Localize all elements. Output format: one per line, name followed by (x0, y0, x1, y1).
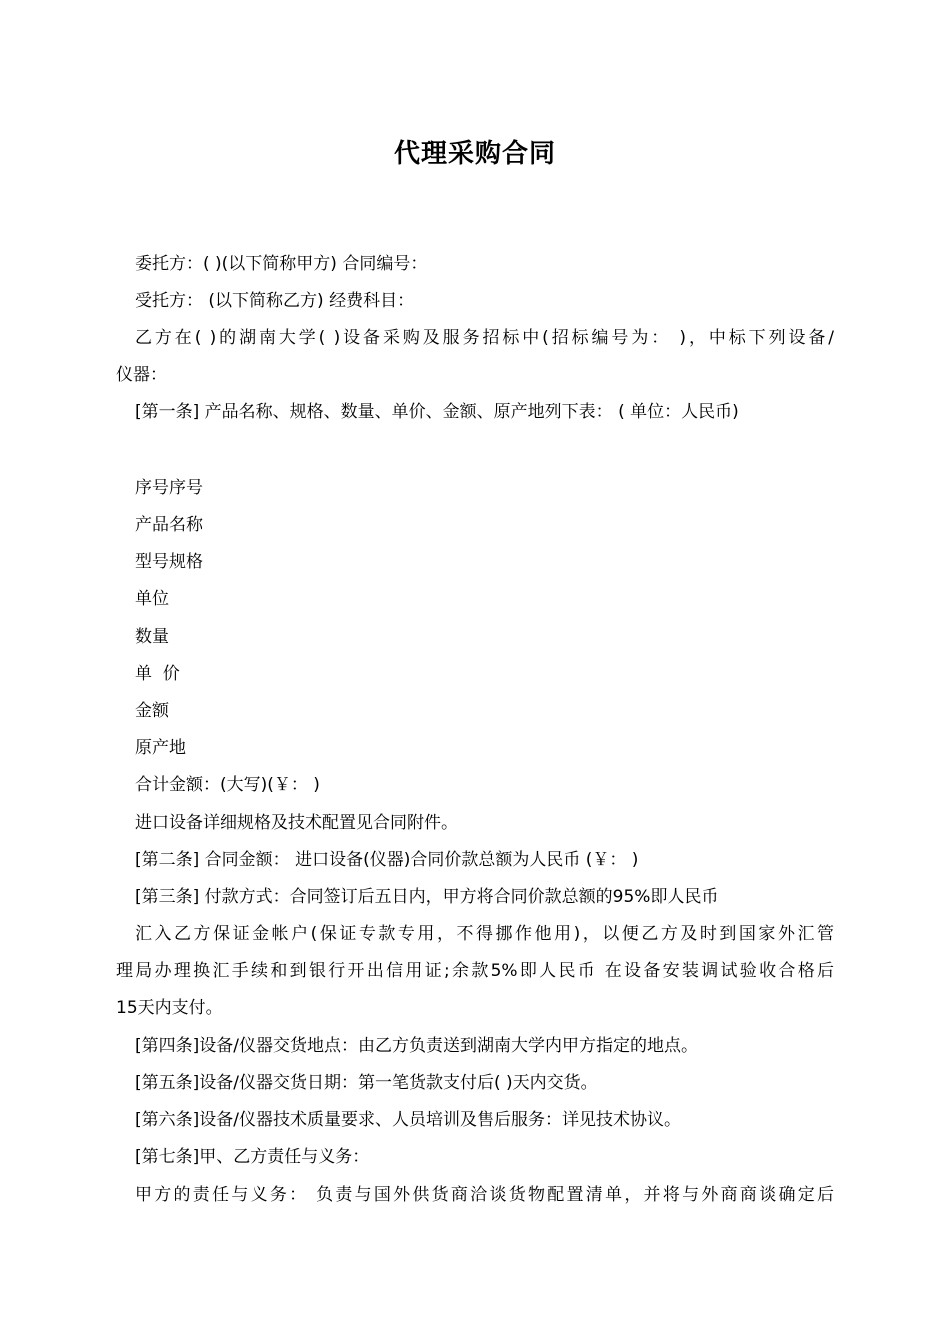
bid-line-continued: 仪器： (116, 365, 167, 385)
article-3-line: [第三条] 付款方式：合同签订后五日内，甲方将合同价款总额的95%即人民币 (135, 887, 719, 907)
table-header-origin: 原产地 (135, 738, 186, 758)
agent-line: 受托方： (以下简称乙方) 经费科目： (135, 291, 415, 311)
article-5-line: [第五条]设备/仪器交货日期：第一笔货款支付后( )天内交货。 (135, 1073, 598, 1093)
principal-line: 委托方：( )(以下简称甲方) 合同编号： (135, 254, 428, 274)
article-1-line: [第一条] 产品名称、规格、数量、单价、金额、原产地列下表： ( 单位：人民币) (135, 402, 739, 422)
bid-line: 乙方在( )的湖南大学( )设备采购及服务招标中(招标编号为： )，中标下列设备/ (135, 328, 834, 348)
attachment-note-line: 进口设备详细规格及技术配置见合同附件。 (135, 813, 458, 833)
total-amount-line: 合计金额：(大写)(￥： ) (135, 775, 320, 795)
table-header-amount: 金额 (135, 701, 169, 721)
article-3-continued-2: 理局办理换汇手续和到银行开出信用证;余款5%即人民币 在设备安装调试验收合格后 (116, 961, 834, 981)
table-header-unit: 单位 (135, 589, 169, 609)
table-header-price: 单 价 (135, 664, 180, 684)
article-3-continued-3: 15天内支付。 (116, 998, 223, 1018)
article-3-continued-1: 汇入乙方保证金帐户(保证专款专用，不得挪作他用)，以便乙方及时到国家外汇管 (135, 924, 834, 944)
article-6-line: [第六条]设备/仪器技术质量要求、人员培训及售后服务：详见技术协议。 (135, 1110, 681, 1130)
table-header-product: 产品名称 (135, 515, 203, 535)
article-7-line: [第七条]甲、乙方责任与义务： (135, 1147, 370, 1167)
table-header-model: 型号规格 (135, 552, 203, 572)
article-2-line: [第二条] 合同金额： 进口设备(仪器)合同价款总额为人民币 (￥： ) (135, 850, 639, 870)
table-header-serial: 序号序号 (135, 478, 203, 498)
article-4-line: [第四条]设备/仪器交货地点：由乙方负责送到湖南大学内甲方指定的地点。 (135, 1036, 698, 1056)
party-a-duties-line: 甲方的责任与义务： 负责与国外供货商洽谈货物配置清单，并将与外商商谈确定后 (135, 1185, 834, 1205)
document-title: 代理采购合同 (393, 139, 556, 169)
table-header-quantity: 数量 (135, 627, 169, 647)
